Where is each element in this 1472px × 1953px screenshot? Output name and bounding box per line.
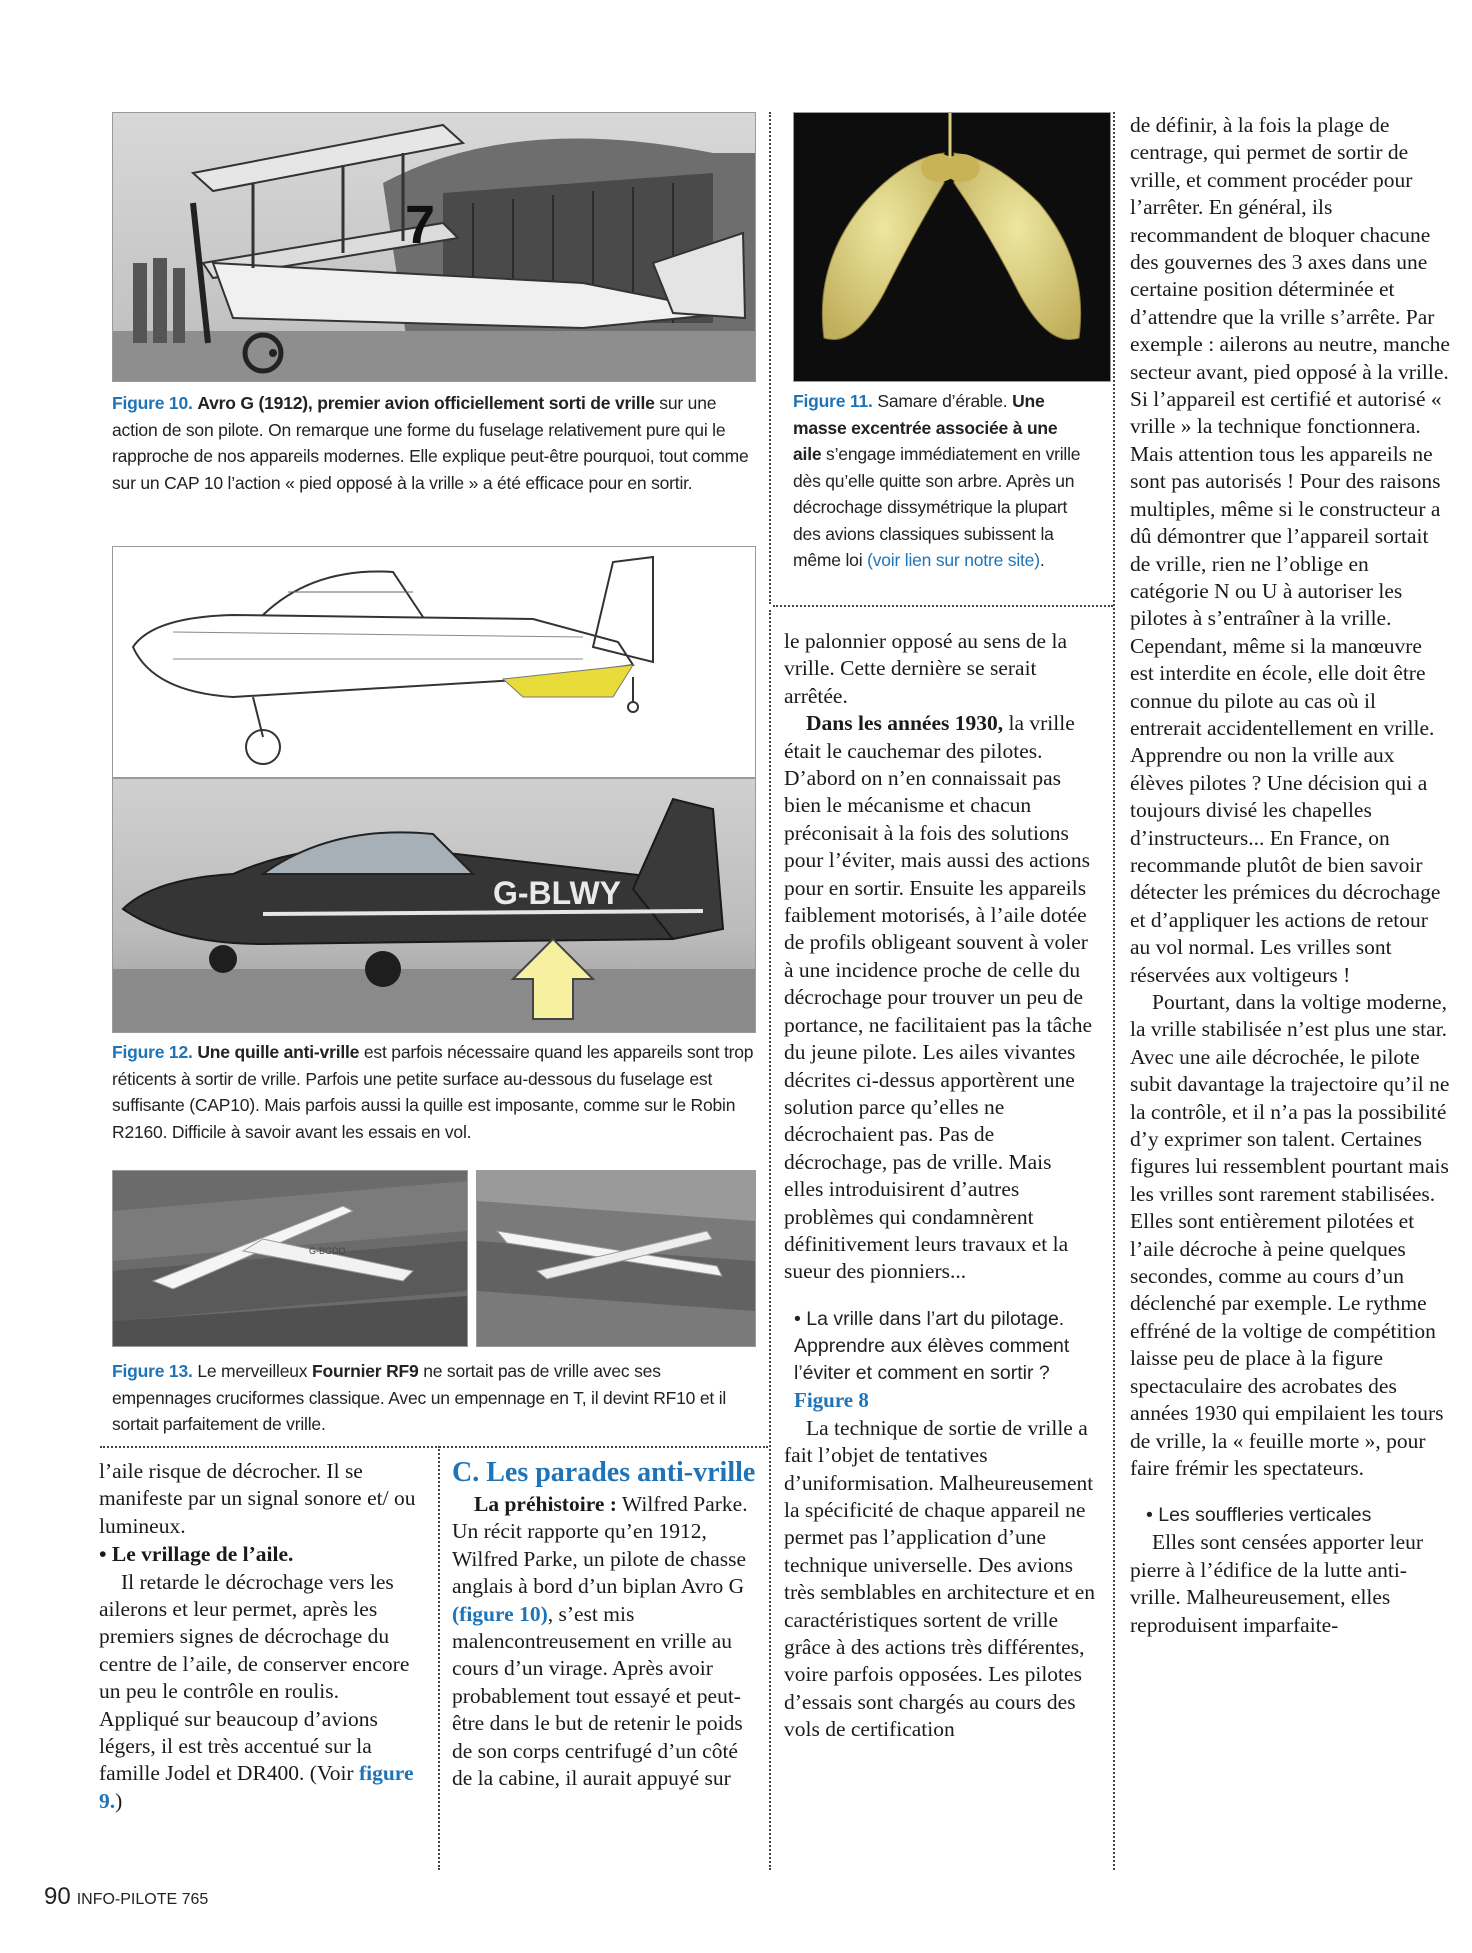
column-3 <box>784 628 1096 1744</box>
figure-12-caption: Figure 12. Une quille anti-vrille est parfois nécessaire quand les appareils sont trop réticents à sortir de vrille. Parfois une petite surface au-dessous du fuselage est suffisante (CAP10). Mais parfois aussi la quille est imposante, comme sur le Robin R2160. Difficile à savoir avant les essais en vol. <box>112 1042 754 1142</box>
col3-paragraph: le palonnier opposé au sens de la vrille. Cette dernière se serait arrêtée. <box>784 629 1067 708</box>
col1-paragraph: l’aile risque de décrocher. Il se manifeste par un signal sonore et/ ou lumineux. <box>99 1459 416 1538</box>
col1-paragraph: Il retarde le décrochage vers les ailerons et leur permet, après les premiers signes de décrochage du centre de l’aile, de conserver encore un peu le contrôle en roulis. Appliqué sur beaucoup d’avions légers, il est très accentué sur la famille Jodel et DR400. (Voir figure 9.) <box>99 1569 414 1813</box>
col3-paragraph: La technique de sortie de vrille a fait l’objet de tentatives d’uniformisation. Malheureusement la spécificité de chaque appareil ne permet pas l’application d’une technique universelle. Des avions très semblables en architecture et en caractéristiques sortent de vrille grâce à des actions très différentes, voire parfois opposées. Les pilotes d’essais sont chargés au cours des vols de certification <box>784 1415 1096 1742</box>
column-2 <box>452 1458 757 1792</box>
figure-10-caption: Figure 10. Avro G (1912), premier avion officiellement sorti de vrille sur une action de son pilote. On remarque une forme du fuselage relativement pure qui le rapproche de nos appareils modernes. Elle explique peut-être pourquoi, tout comme sur un CAP 10 l’action « pied opposé à la vrille » a été efficace pour en sortir. <box>112 393 749 493</box>
col4-subheading: • Les souffleries verticales <box>1146 1504 1372 1527</box>
figure-11-photo <box>793 112 1111 382</box>
col1-subheading: • Le vrillage de l’aile. <box>99 1542 294 1567</box>
col3-subheading: • La vrille dans l’art du pilotage. Apprendre aux élèves comment l’éviter et comment en sortir ? Figure 8 <box>794 1307 1070 1412</box>
col2-paragraph: La préhistoire : Wilfred Parke. Un récit rapporte qu’en 1912, Wilfred Parke, un pilote de chasse anglais à bord d’un biplan Avro G (figure 10), s’est mis malencontreusement en vrille au cours d’un virage. Après avoir probablement tout essayé et peut-être dans le but de retenir le poids de son corps centrifugé d’un côté de la cabine, il aurait appuyé sur <box>452 1492 748 1791</box>
section-divider <box>100 1446 768 1448</box>
page-footer <box>44 1883 208 1911</box>
glider-registration: G-BGDO <box>309 1246 346 1256</box>
figure-12-drawing <box>112 546 756 778</box>
figure-13-caption: Figure 13. Le merveilleux Fournier RF9 ne sortait pas de vrille avec ses empennages cruciformes classique. Avec un empennage en T, il devint RF10 et il sortait parfaitement de vrille. <box>112 1361 727 1434</box>
col4-paragraph: de définir, à la fois la plage de centrage, qui permet de sortir de vrille, et comment procéder pour l’arrêter. En général, ils recommandent de bloquer chacune des gouvernes des 3 axes dans une certaine position déterminée et d’attendre que la vrille s’arrête. Par exemple : ailerons au neutre, manche secteur avant, pied opposé à la vrille. Si l’appareil est certifié et autorisé « vrille » la technique fonctionnera. Mais attention tous les appareils ne sont pas autorisés ! Pour des raisons multiples, même si le constructeur a dû démontrer que l’appareil sortait de vrille, rien ne l’oblige en catégorie N ou U à autoriser les pilotes à s’entraîner à la vrille. Cependant, même si la manœuvre est interdite en école, elle doit être connue du pilote au cas où il entrerait accidentellement en vrille. Apprendre ou non la vrille aux élèves pilotes ? Une décision qui a toujours divisé les chapelles d’instructeurs... En France, on recommande plutôt de bien savoir détecter les prémices du décrochage et d’appliquer les actions de retour au vol normal. Les vrilles sont réservées aux voltigeurs ! <box>1130 113 1450 987</box>
figure-12-photo <box>112 778 756 1033</box>
figure-10-photo <box>112 112 756 382</box>
aircraft-number: 7 <box>405 195 436 255</box>
figure-11-caption: Figure 11. Samare d’érable. Une masse excentrée associée à une aile s’engage immédiatement en vrille dès qu’elle quitte son arbre. Après un décrochage dissymétrique la plupart des avions classiques subissent la même loi (voir lien sur notre site). <box>793 391 1081 570</box>
column-divider <box>769 610 771 1870</box>
aircraft-registration: G-BLWY <box>493 875 621 911</box>
figure-13-photo-right <box>476 1170 756 1347</box>
column-divider <box>438 1446 440 1870</box>
column-divider <box>769 112 771 604</box>
column-1 <box>99 1458 419 1815</box>
figure-13-photo-left <box>112 1170 468 1347</box>
col3-paragraph: Dans les années 1930, la vrille était le cauchemar des pilotes. D’abord on n’en connaissait pas bien le mécanisme et chacun préconisait à la fois des solutions pour l’éviter, mais aussi des actions pour en sortir. Ensuite les appareils faiblement motorisés, à l’aile dotée de profils obligeant souvent à voler à une incidence proche de celle du décrochage pour trouver un peu de portance, ne facilitaient pas la tâche du jeune pilote. Les ailes vivantes décrites ci-dessus apportèrent une solution parce qu’elles ne décrochaient pas. Pas de décrochage, pas de vrille. Mais elles introduisirent d’autres problèmes qui condamnèrent définitivement leurs travaux et la sueur des pionniers... <box>784 711 1093 1284</box>
col4-paragraph: Pourtant, dans la voltige moderne, la vrille stabilisée n’est plus une star. Avec une aile décrochée, le pilote subit davantage la trajectoire qu’il ne la contrôle, et il n’a pas la possibilité d’y exprimer son talent. Certaines figures lui ressemblent pourtant mais les vrilles sont rarement stabilisées. Elles sont entièrement pilotées et l’aile décroche à peine quelques secondes, comme au cours d’un déclenché par exemple. Le rythme effréné de la voltige de compétition laisse peu de place à la figure spectaculaire des acrobates des années 1930 qui empilaient les tours de vrille, la « feuille morte », pour faire frémir les spectateurs. <box>1130 990 1450 1480</box>
page-number: 90 <box>44 1883 71 1910</box>
section-heading: C. Les parades anti-vrille <box>452 1457 756 1488</box>
column-4 <box>1130 112 1450 1639</box>
magazine-name: INFO-PILOTE 765 <box>76 1891 209 1908</box>
section-divider <box>773 605 1113 607</box>
col4-paragraph: Elles sont censées apporter leur pierre à l’édifice de la lutte anti-vrille. Malheureusement, elles reproduisent imparfaite- <box>1130 1530 1424 1637</box>
column-divider <box>1113 112 1115 1870</box>
